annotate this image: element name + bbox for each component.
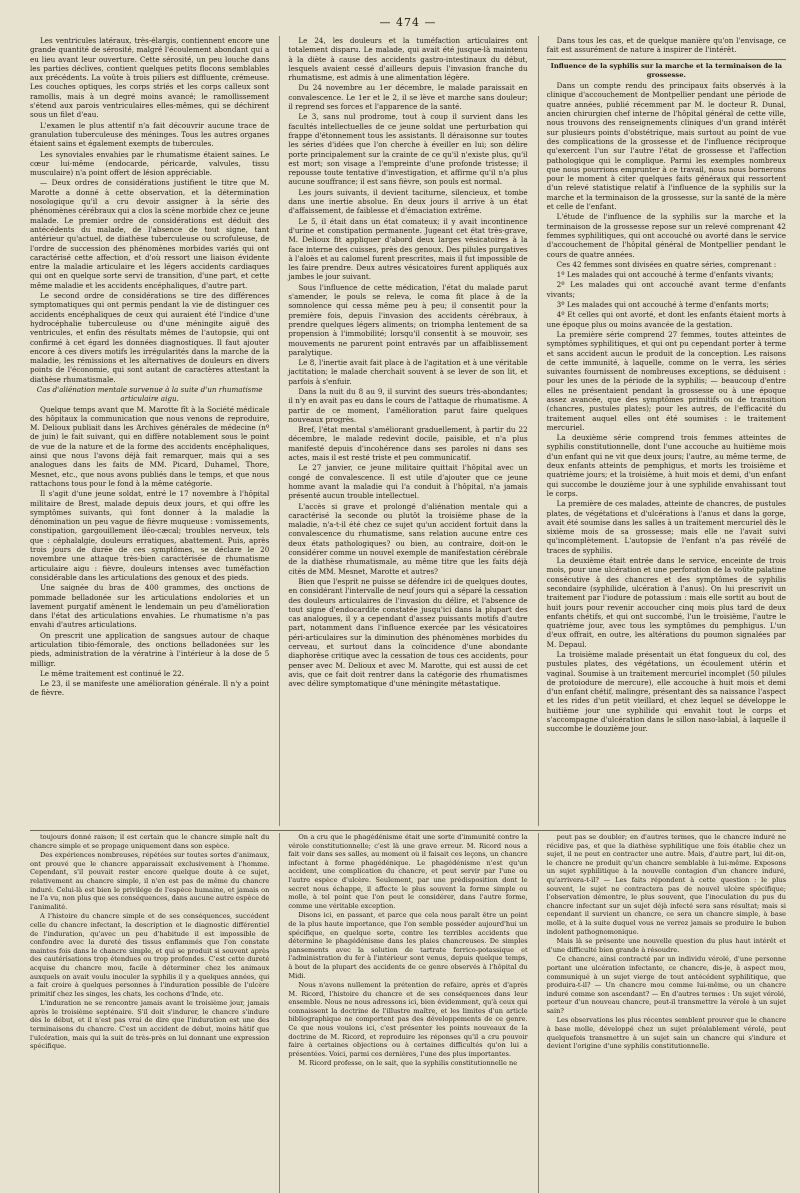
paragraph: Le 3, sans nul prodrome, tout à coup il survient dans les facultés intellectuelles de ce jeune soldat une perturbation qui frappe d'étonnement tous les assistants. Il déraisonne sur toutes les séries d'idées que l'on cherche à éveiller en lui; son délire porte principalement sur la crainte de ce qu'il n'existe plus, qu'il est mort; son visage a l'empreinte d'une profonde tristesse; il repousse toute tentative d'investigation, et affirme qu'il n'a plus aucune souffrance; il est sans fièvre, son pouls est normal. (288, 112, 528, 187)
paragraph: Le 24, les douleurs et la tuméfaction articulaires ont totalement disparu. Le malade, qui avait été jusque-là maintenu à la diète à cause des accidents gastro-intestinaux du début, lesquels avaient cessé d'ailleurs depuis l'invasion franche du rhumatisme, est admis à une alimentation légère. (288, 36, 528, 83)
paragraph: Bref, l'état mental s'améliorant graduellement, à partir du 22 décembre, le malade redevint docile, paisible, et n'a plus manifesté depuis d'incohérence dans ses paroles ni dans ses actes, mais il est resté triste et peu communicatif. (288, 425, 528, 463)
paragraph: Les jours suivants, il devient taciturne, silencieux, et tombe dans une inertie absolue. En deux jours il arrive à un état d'affaissement, de faiblesse et d'émaciation extrême. (288, 187, 528, 216)
paragraph: Le second ordre de considérations se tire des différences symptomatiques qui ont permis pendant la vie de distinguer ces accidents encéphaliques de ceux qui auraient été l'indice d'une hydrocéphalie tuberculeuse ou d'une méningite aiguë des ventricules, et enfin des résultats mêmes de l'autopsie, qui ont confirmé à cet égard les données diagnostiques. Il faut ajouter encore à ces divers motifs les irrégularités dans la marche de la maladie, les rémissions et les alternatives de douleurs en divers points de l'économie, qui sont autant de caractères attestant la diathèse rhumatismale. (30, 291, 270, 384)
section-title-alienation: Cas d'aliénation mentale survenue à la suite d'un rhumatisme articulaire aigu. (36, 384, 263, 404)
lower-column-1 (30, 833, 269, 1193)
lower-column-1-paragraphs (30, 833, 269, 1051)
lower-column-3-paragraphs (547, 833, 786, 1051)
column-2 (279, 36, 527, 826)
paragraph: Des expériences nombreuses, répétées sur toutes sortes d'animaux, ont prouvé que le chancre apparaissait exclusivement à l'homme. Cependant, s'il pouvait rester encore quelque doute à ce sujet, relativement au chancre simple, il n'en est pas de même du chancre induré. Celui-là est bien le privilége de l'espèce humaine, et jamais on ne l'a vu, non plus que ses conséquences, dans aucune autre espèce de l'animalité. (30, 851, 270, 911)
paragraph: 1º Les malades qui ont accouché à terme d'enfants vivants; (556, 270, 774, 280)
paragraph: Dans la nuit du 8 au 9, il survint des sueurs très-abondantes; il n'y en avait pas eu dans le cours de l'attaque de rhumatisme. A partir de ce moment, l'amélioration parut faire quelques nouveaux progrès. (288, 386, 528, 424)
paragraph: M. Ricord professe, on le sait, que la syphilis constitutionnelle ne (298, 1059, 518, 1068)
paragraph: 2º Les malades qui ont accouché avant terme d'enfants vivants; (546, 280, 786, 299)
paragraph: La troisième malade présentait un état fongueux du col, des pustules plates, des végétations, un écoulement utérin et vaginal. Soumise à un traitement mercuriel incomplet (50 pilules de protoiodure de mercure), elle accouche à huit mois et demi d'un enfant chétif, malingre, présentant dès sa naissance l'aspect et les rides d'un petit vieillard, et chez lequel se développe le huitième jour une syphilide qui envahit tout le corps et s'accompagne d'ulcération dans le sillon naso-labial, à laquelle il succombe le douzième jour. (546, 650, 786, 734)
paragraph: L'accès si grave et prolongé d'aliénation mentale qui a caractérisé la seconde ou plutôt la troisième phase de la maladie, n'a-t-il été chez ce sujet qu'un accident fortuit dans la convalescence du rhumatisme, sans relation aucune entre ces deux états pathologiques? ou bien, au contraire, doit-on le considérer comme un nouvel exemple de manifestation cérébrale de la diathèse rhumatismale, au même titre que les faits déjà cités de MM. Mesnet, Marotte et autres? (288, 501, 528, 576)
paragraph: Dans un compte rendu des principaux faits observés à la clinique d'accouchement de Montpellier pendant une période de quatre années, publié récemment par M. le docteur R. Dunal, ancien chirurgien chef interne de l'hôpital général de cette ville, nous trouvons des renseignements cliniques d'un grand intérêt sur plusieurs points d'obstétrique, mais surtout au point de vue des complications de la grossesse et de l'influence réciproque qu'exercent l'un sur l'autre l'état de grossesse et l'affection pathologique qui le complique. Parmi les exemples nombreux que nous pourrions emprunter à ce travail, nous nous bornerons pour le moment à citer quelques faits généraux qui ressortent d'un relevé statistique relatif à l'influence de la syphilis sur la marche et la terminaison de la grossesse, sur la santé de la mère et celle de l'enfant. (546, 81, 786, 212)
paragraph: Le même traitement est continué le 22. (40, 668, 185, 678)
paragraph: Ces 42 femmes sont divisées en quatre séries, comprenant : (556, 259, 777, 269)
paragraph: Une saignée du bras de 400 grammes, des onctions de pommade belladonée sur les articulations endolories et un lavement purgatif amènent le lendemain un peu d'amélioration dans l'état des articulations envahies. Le rhumatisme n'a pas envahi d'autres articulations. (30, 583, 270, 630)
paragraph: — Deux ordres de considérations justifient le titre que M. Marotte a donné à cette observation, et la détermination nosologique qu'il a cru devoir assigner à la série des phénomènes cérébraux qui a clos la scène morbide chez ce jeune malade. Le premier ordre de considérations est déduit des antécédents du malade, de l'absence de tout signe, tant antérieur qu'actuel, de diathèse tuberculeuse ou scrofuleuse, de l'ordre de succession des phénomènes morbides variés qui ont caractérisé cette affection, et d'où ressort une liaison évidente entre la maladie articulaire et les légers accidents cardiaques qui ont en quelque sorte servi de transition, d'une part, et cette même maladie et les accidents encéphaliques, d'autre part. (30, 178, 270, 290)
column-2-paragraphs (288, 36, 527, 688)
lower-column-3 (538, 833, 786, 1193)
paragraph: La deuxième série comprend trois femmes atteintes de syphilis constitutionnelle, dont l'une accouche au huitième mois d'un enfant qui ne vit que deux jours; l'autre, au même terme, de deux enfants atteints de pemphigus, et morts les troisième et quatrième jours; et la troisième, à huit mois et demi, d'un enfant qui succombe le douzième jour à une syphilide envahissant tout le corps. (546, 433, 786, 498)
section-title-syphilis: Influence de la syphilis sur la marche et la terminaison de la grossesse. (550, 61, 782, 79)
paragraph: Bien que l'esprit ne puisse se défendre ici de quelques doutes, en considérant l'intervalle de neuf jours qui a séparé la cessation des douleurs articulaires de l'invasion du délire, et l'absence de tout signe d'endocardite constatée jusqu'ici dans la plupart des cas analogues, il y a cependant d'assez puissants motifs d'autre part, notamment dans l'influence exercée par les vésicatoires péri-articulaires sur la diminution des phénomènes morbides du cerveau, et surtout dans la coïncidence d'une abondante diaphorèse critique avec la cessation de tous ces accidents, pour penser avec M. Delioux et avec M. Marotte, qui est aussi de cet avis, que ce fait doit rentrer dans la catégorie des rhumatismes avec délire symptomatique d'une méningite métastatique. (288, 576, 528, 689)
lower-column-2 (279, 833, 527, 1193)
paragraph: Disons ici, en passant, et parce que cela nous paraît être un point de la plus haute importance, que l'on semble posséder aujourd'hui un spécifique, en quelque sorte, contre les terribles accidents que détermine le phagédénisme dans les plaies chancreuses. De simples pansements avec la solution de tartrate ferrico-potassique et l'administration du fer à l'intérieur sont venus, depuis quelque temps, à bout de la plupart des accidents de ce genre observés à l'hôpital du Midi. (288, 911, 528, 980)
paragraph: Mais là se présente une nouvelle question du plus haut intérêt et d'une difficulté bien grande à résoudre. (546, 937, 786, 954)
paragraph: 4º Et celles qui ont avorté, et dont les enfants étaient morts à une époque plus ou moins avancée de la gestation. (546, 310, 786, 329)
column-3 (538, 36, 786, 826)
paragraph: Le 23, il se manifeste une amélioration générale. Il n'y a point de fièvre. (30, 679, 270, 698)
lower-column-2-paragraphs (288, 833, 527, 1068)
column-3-intro: Dans tous les cas, et de quelque manière qu'on l'envisage, ce fait est assurément de nature à inspirer de l'intérêt. (546, 36, 786, 55)
paragraph: Les synoviales envahies par le rhumatisme étaient saines. Le cœur lui-même (endocarde, péricarde, valvules, tissu musculaire) n'a point offert de lésion appréciable. (30, 149, 270, 178)
paragraph: peut pas se doubler; en d'autres termes, que le chancre induré ne récidive pas, et que la diathèse syphilitique une fois établie chez un sujet, il ne peut en contracter une autre. Mais, d'autre part, lui dit-on, le chancre ne produit qu'un chancre semblable à lui-même. Exposons un sujet syphilitique à la nouvelle contagion d'un chancre induré, qu'arrivera-t-il? — Les faits répondent à cette question : le plus souvent, le sujet ne contractera pas de nouvel ulcère spécifique; l'observation démontre, le plus souvent, que l'inoculation du pus du chancre infectant sur un sujet déjà infecté sera sans résultat; mais si cependant il survient un chancre, ce sera un chancre simple, à base molle, et à la suite duquel vous ne verrez jamais se produire le bubon indolent pathognomonique. (546, 833, 786, 936)
lower-columns (30, 833, 786, 1193)
paragraph: On prescrit une application de sangsues autour de chaque articulation tibio-fémorale, des onctions belladonées sur les pieds, administration de la vératrine à l'intérieur à la dose de 5 milligr. (30, 630, 270, 668)
paragraph: L'induration ne se rencontre jamais avant le troisième jour, jamais après le troisième septénaire. S'il doit s'indurer, le chancre s'indure dès le début, et il n'est pas vrai de dire que l'induration est une des terminaisons du chancre. C'est un accident de début, moins hâtif que l'ulcération, mais qui la suit de très-près en lui donnant une expression spécifique. (30, 999, 270, 1051)
paragraph: Le 8, l'inertie avait fait place à de l'agitation et à une véritable jactitation; le malade cherchait souvent à se lever de son lit, et parfois à s'enfuir. (288, 358, 528, 386)
paragraph: La première série comprend 27 femmes, toutes atteintes de symptômes syphilitiques, et qui ont pu cependant porter à terme et sans accident aucun le produit de la conception. Les raisons de cette immunité, à laquelle, comme on le verra, les séries suivantes fournissent de nombreuses exceptions, se déduisent : pour les unes de la période de la syphilis; — beaucoup d'entre elles ne présentaient pendant la grossesse ou à une époque assez avancée, que des symptômes primitifs ou de transition (chancres, pustules plates); pour les autres, de l'efficacité du traitement auquel elles ont été soumises : le traitement mercuriel. (546, 329, 786, 432)
column-3-paragraphs (547, 81, 786, 733)
paragraph: Le 5, il était dans un état comateux; il y avait incontinence d'urine et constipation permanente. Jugeant cet état très-grave, M. Delioux fit appliquer d'abord deux larges vésicatoires à la face interne des cuisses, près des genoux. Des pilules purgatives à l'aloès et au calomel furent prescrites, mais il fut impossible de les faire prendre. Deux autres vésicatoires furent appliqués aux jambes le jour suivant. (288, 216, 528, 282)
paragraph: toujours donné raison; il est certain que le chancre simple naît du chancre simple et se propage uniquement dans son espèce. (30, 833, 270, 850)
paragraph: Le 27 janvier, ce jeune militaire quittait l'hôpital avec un congé de convalescence. Il est utile d'ajouter que ce jeune homme avant la maladie qui l'a conduit à l'hôpital, n'a jamais présenté aucun trouble intellectuel. (288, 463, 528, 501)
paragraph: Les ventricules latéraux, très-élargis, contiennent encore une grande quantité de sérosité, malgré l'écoulement abondant qui a eu lieu avant leur ouverture. Cette sérosité, un peu louche dans les parties déclives, contient quelques petits flocons semblables aux précédents. La voûte à trois piliers est diffluente, crémeuse. Les couches optiques, les corps striés et les corps calleux sont ramollis, mais à un degré moins avancé; le ramollissement s'étend aux parois ventriculaires elles-mêmes, qui se déchirent sous un filet d'eau. (30, 36, 270, 120)
paragraph: L'étude de l'influence de la syphilis sur la marche et la terminaison de la grossesse repose sur un relevé comprenant 42 femmes syphilitiques, qui ont accouché ou avorté dans le service d'accouchement de l'hôpital général de Montpellier pendant le cours de quatre années. (546, 212, 786, 259)
column-1-continuation (30, 405, 269, 698)
column-1 (30, 36, 269, 826)
paragraph: Ce chancre, ainsi contracté par un individu vérolé, d'une personne portant une ulcération infectante, ce chancre, dis-je, à aspect mou, communiqué à un sujet vierge de tout antécédent syphilitique, que produira-t-il? — Un chancre mou comme lui-même, ou un chancre induré comme son ascendant? — En d'autres termes : Un sujet vérolé, porteur d'un nouveau chancre, peut-il transmettre la vérole à un sujet sain? (546, 955, 786, 1015)
upper-columns (30, 36, 786, 826)
paragraph: La deuxième était entrée dans le service, enceinte de trois mois, pour une ulcération et une perforation de la voûte palatine consécutive à des chancres et des symptômes de syphilis secondaire (syphilide, ulcération à l'anus). On lui prescrivit un traitement par l'iodure de potassium : mais elle sortit au bout de huit jours pour revenir accoucher cinq mois plus tard de deux enfants chétifs, et qui ont succombé, l'un le troisième, l'autre le quatrième jour, avec tous les symptômes du pemphigus. L'un d'eux offrait, en outre, les altérations du poumon signalées par M. Depaul. (546, 556, 786, 649)
section-divider (547, 59, 786, 60)
lower-divider (30, 830, 786, 831)
paragraph: Du 24 novembre au 1er décembre, le malade paraissait en convalescence. Le 1er et le 2, il se lève et marche sans douleur; il reprend ses forces et l'apparence de la santé. (288, 83, 528, 112)
paragraph: La première de ces malades, atteinte de chancres, de pustules plates, de végétations et d'ulcérations à l'anus et dans la gorge, avait été soumise dans les salles à un traitement mercuriel dès le sixième mois de sa grossesse; mais elle ne l'avait suivi qu'incomplètement. L'autopsie de l'enfant n'a pas révélé de traces de syphilis. (546, 499, 786, 555)
paragraph: Sous l'influence de cette médication, l'état du malade parut s'amender, le pouls se releva, le coma fit place à de la somnolence qui cessa même peu à peu; il consentit pour la première fois, depuis l'invasion des accidents cérébraux, à prendre quelques légers aliments; on triompha lentement de sa propension à l'immobilité; lorsqu'il consentit à se mouvoir, ses mouvements ne parurent point entravés par un affaiblissement paralytique. (288, 282, 528, 357)
paragraph: 3º Les malades qui ont accouché à terme d'enfants morts; (556, 300, 769, 310)
paragraph: Quelque temps avant que M. Marotte fît à la Société médicale des hôpitaux la communication que nous venons de reproduire, M. Delioux publiait dans les Archives générales de médecine (nº de juin) le fait suivant, qui en diffère notablement sous le point de vue de la nature et de la forme des accidents encéphaliques, ainsi que nous l'avons déjà fait remarquer, mais qui a ses analogues dans les faits de MM. Picard, Duhamel, Thore, Mesnet, etc., que nous avons publiés dans le temps, et que nous rattachons tous pour le fond à la même catégorie. (30, 404, 270, 488)
paragraph: Il s'agit d'une jeune soldat, entré le 17 novembre à l'hôpital militaire de Brest, malade depuis deux jours, et qui offre les symptômes suivants, qui font donner à la maladie la dénomination un peu vague de fièvre muqueuse : vomissements, constipation, gargouillement iléo-cæcal; troubles nerveux, tels que : céphalalgie, douleurs erratiques, abattement. Puis, après trois jours de durée de ces symptômes, se déclare le 20 novembre une attaque très-bien caractérisée de rhumatisme articulaire aigu : fièvre, douleurs intenses avec tuméfaction considérable dans les articulations des genoux et des pieds. (30, 489, 270, 582)
paragraph: Les observations les plus récentes semblent prouver que le chancre à base molle, développé chez un sujet préalablement vérolé, peut quelquefois transmettre à un sujet sain un chancre qui s'indure et devient l'origine d'une syphilis constitutionnelle. (546, 1016, 786, 1051)
page-number: — 474 — (379, 16, 437, 29)
paragraph: L'examen le plus attentif n'a fait découvrir aucune trace de granulation tuberculeuse des méninges. Tous les autres organes étaient sains et également exempts de tubercules. (30, 120, 270, 149)
paragraph: On a cru que le phagédénisme était une sorte d'immunité contre la vérole constitutionnelle; c'est là une grave erreur. M. Ricord nous a fait voir dans ses salles, au moment où il faisait ces leçons, un chancre infectant à forme phagédénique. Le phagédénisme n'est qu'un accident, une complication du chancre, et peut servir par l'une ou l'autre espèce d'ulcère. Seulement, par une prédisposition dont le secret nous échappe, il affecte le plus souvent la forme simple ou molle, à tel point que l'on peut le considérer, dans l'autre forme, comme une véritable exception. (288, 833, 528, 910)
paragraph: A l'histoire du chancre simple et de ses conséquences, succédent celle du chancre infectant, la description et le diagnostic différentiel de l'induration, qu'avec un peu d'habitude il est impossible de confondre avec la dureté des tissus enflammés que l'on constate maintes fois dans le chancre simple, et qui se produit si souvent après des cautérisations trop étendues ou trop profondes. C'est cette dureté acquise du chancre mou, facile à déterminer chez les animaux auxquels on avait voulu inoculer la syphilis il y a quelques années, qui a fait croire à quelques personnes à l'induration possible de l'ulcère primitif chez les singes, les chats, les cochons d'Inde, etc. (30, 912, 270, 998)
paragraph: Nous n'avons nullement la prétention de refaire, après et d'après M. Ricord, l'histoire du chancre et de ses conséquences dans leur ensemble. Nous ne nous adressons ici, bien évidemment, qu'à ceux qui connaissent la doctrine de l'illustre maître, et les limites d'un article bibliographique ne comportent pas des développements de ce genre. Ce que nous voulons ici, c'est présenter les points nouveaux de la doctrine de M. Ricord, et reproduire les réponses qu'il a cru pouvoir faire à certaines objections ou à certaines difficultés qu'on lui a présentées. Voici, parmi ces dernières, l'une des plus importantes. (288, 981, 528, 1058)
column-1-paragraphs (30, 36, 269, 384)
